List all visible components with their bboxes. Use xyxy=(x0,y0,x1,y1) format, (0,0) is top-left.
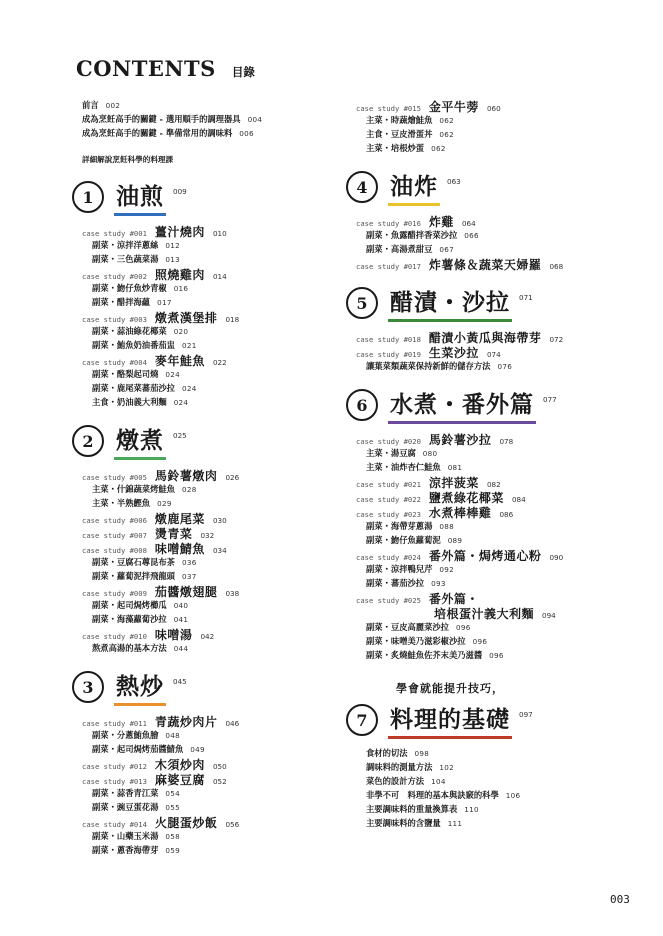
case-study-title: 馬鈴薯燉肉 xyxy=(154,469,218,483)
case-study-number: case study #005 xyxy=(82,473,147,482)
toc-entry[interactable] xyxy=(82,324,352,338)
entry-title: 熬煮高湯的基本方法 xyxy=(92,643,167,653)
entry-page: 046 xyxy=(225,719,240,728)
toc-entry[interactable] xyxy=(82,496,352,510)
entry-title: 副菜・高湯煮甜豆 xyxy=(366,244,433,254)
entry-page: 088 xyxy=(439,522,455,531)
case-study-title: 木須炒肉 xyxy=(154,758,205,772)
case-study-number: case study #012 xyxy=(82,762,147,771)
case-study-number: case study #011 xyxy=(82,719,147,728)
chapter-heading[interactable] xyxy=(82,667,352,707)
chapter-1 xyxy=(82,177,352,409)
toc-entry[interactable] xyxy=(356,460,646,474)
toc-entry[interactable] xyxy=(356,228,646,242)
case-study-number: case study #020 xyxy=(356,437,421,446)
entry-page: 004 xyxy=(247,115,263,124)
entry-page: 068 xyxy=(549,262,564,271)
case-study-title: 馬鈴薯沙拉 xyxy=(428,433,492,447)
entry-page: 058 xyxy=(165,832,181,841)
case-study-entry[interactable] xyxy=(356,431,646,446)
case-study-entry[interactable] xyxy=(356,504,646,519)
entry-title: 副菜・酪梨起司燒 xyxy=(92,369,159,379)
entry-title: 副菜・魩仔魚炒青椒 xyxy=(92,283,167,293)
entry-title: 副菜・蕃茄沙拉 xyxy=(366,578,425,588)
case-study-entry[interactable] xyxy=(82,540,352,555)
entry-page: 013 xyxy=(165,255,181,264)
entry-page: 040 xyxy=(173,601,189,610)
entry-page: 089 xyxy=(447,536,463,545)
entry-title: 副菜・蒜香青江菜 xyxy=(92,788,159,798)
entry-page: 102 xyxy=(439,763,455,772)
toc-entry[interactable] xyxy=(82,843,352,857)
entry-title: 主食・奶油義大利麵 xyxy=(92,397,167,407)
entry-title: 副菜・山藥玉米湯 xyxy=(92,831,159,841)
chapter-heading[interactable] xyxy=(82,421,352,461)
case-study-title: 涼拌菠菜 xyxy=(428,476,479,490)
toc-entry[interactable] xyxy=(82,786,352,800)
page-number: 003 xyxy=(610,893,630,906)
entry-title: 副菜・魚露醋拌香菜沙拉 xyxy=(366,230,458,240)
case-study-title: 火腿蛋炒飯 xyxy=(154,816,218,830)
case-study-title: 炸雞 xyxy=(428,215,454,229)
case-study-title: 水煮棒棒雞 xyxy=(428,506,492,520)
case-study-entry[interactable] xyxy=(82,352,352,367)
entry-page: 052 xyxy=(212,777,227,786)
entry-title: 副菜・海帶芽蔥湯 xyxy=(366,521,433,531)
entry-page: 062 xyxy=(439,130,455,139)
entry-page: 072 xyxy=(549,335,564,344)
case-study-title: 番外篇・ xyxy=(428,592,479,606)
entry-title: 主菜・時蔬燴鮭魚 xyxy=(366,115,433,125)
entry-page: 054 xyxy=(165,789,181,798)
entry-page: 059 xyxy=(165,846,181,855)
entry-page: 028 xyxy=(181,485,197,494)
entry-page: 042 xyxy=(200,632,215,641)
entry-page: 076 xyxy=(497,362,513,371)
chapter-page: 025 xyxy=(173,431,187,440)
toc-entry[interactable] xyxy=(356,533,646,547)
case-study-title: 燉鹿尾菜 xyxy=(154,512,205,526)
entry-page: 104 xyxy=(431,777,446,786)
case-study-entry[interactable] xyxy=(356,590,646,605)
entry-title: 主要調味料的重量換算表 xyxy=(366,804,458,814)
toc-entry[interactable] xyxy=(356,359,646,373)
entry-page: 006 xyxy=(239,129,254,138)
case-study-title: 生菜沙拉 xyxy=(428,346,479,360)
chapter-number-icon: 1 xyxy=(72,181,104,213)
entry-page: 093 xyxy=(431,579,446,588)
chapter-page: 045 xyxy=(173,677,187,686)
entry-page: 029 xyxy=(157,499,172,508)
toc-entry[interactable] xyxy=(82,612,352,626)
case-study-entry[interactable] xyxy=(356,213,646,228)
entry-title: 副菜・豆皮高麗菜沙拉 xyxy=(366,622,449,632)
case-study-entry[interactable] xyxy=(82,814,352,829)
case-study-number: case study #021 xyxy=(356,480,421,489)
entry-page: 024 xyxy=(181,384,197,393)
entry-page: 022 xyxy=(212,358,227,367)
case-study-entry[interactable] xyxy=(82,583,352,598)
case-study-entry[interactable] xyxy=(356,98,646,113)
toc-entry[interactable] xyxy=(82,281,352,295)
toc-entry[interactable] xyxy=(82,295,352,309)
toc-entry[interactable] xyxy=(356,774,646,788)
entry-page: 084 xyxy=(511,495,526,504)
entry-title: 副菜・海藻蘿蔔沙拉 xyxy=(92,614,167,624)
case-study-number: case study #016 xyxy=(356,219,421,228)
case-study-title: 麻婆豆腐 xyxy=(154,773,205,787)
case-study-number: case study #015 xyxy=(356,104,421,113)
entry-title: 主菜・培根炒蛋 xyxy=(366,143,425,153)
chapter-number-icon: 4 xyxy=(346,171,378,203)
entry-title: 副菜・鹿尾菜蕃茄沙拉 xyxy=(92,383,175,393)
entry-page: 064 xyxy=(461,219,476,228)
chapter-number-icon: 3 xyxy=(72,671,104,703)
case-study-title: 茄醬燉翅腿 xyxy=(154,585,218,599)
entry-title: 副菜・起司焗烤櫛瓜 xyxy=(92,600,167,610)
toc-entry[interactable] xyxy=(82,367,352,381)
toc-entry[interactable] xyxy=(82,126,352,140)
chapter-title: 醋漬・沙拉 xyxy=(388,284,512,322)
toc-entry[interactable] xyxy=(82,98,352,112)
entry-title: 菜色的設計方法 xyxy=(366,776,425,786)
chapter-number-icon: 5 xyxy=(346,287,378,319)
entry-title: 主菜・油炸杏仁鮭魚 xyxy=(366,462,441,472)
entry-page: 086 xyxy=(499,510,514,519)
entry-title: 副菜・炙燒鮭魚佐芥末美乃滋醬 xyxy=(366,650,483,660)
chapter-title: 油煎 xyxy=(114,178,166,216)
entry-page: 041 xyxy=(173,615,189,624)
case-study-entry[interactable] xyxy=(82,756,352,771)
entry-page: 014 xyxy=(212,272,227,281)
entry-page: 094 xyxy=(542,611,556,620)
entry-page: 111 xyxy=(447,819,463,828)
entry-page: 010 xyxy=(212,229,227,238)
entry-page: 049 xyxy=(190,745,205,754)
chapter-heading[interactable] xyxy=(82,177,352,217)
entry-page: 081 xyxy=(447,463,463,472)
entry-page: 017 xyxy=(157,298,172,307)
toc-entry[interactable] xyxy=(82,238,352,252)
toc-entry[interactable] xyxy=(82,800,352,814)
chapter-2 xyxy=(82,421,352,655)
toc-entry[interactable] xyxy=(82,569,352,583)
toc-entry[interactable] xyxy=(82,641,352,655)
chapter-heading[interactable] xyxy=(356,700,646,740)
chapter-page: 071 xyxy=(519,293,533,302)
toc-entry[interactable] xyxy=(356,242,646,256)
entry-page: 062 xyxy=(439,116,455,125)
case-study-title: 鹽煮綠花椰菜 xyxy=(428,491,504,505)
toc-entry[interactable] xyxy=(82,742,352,756)
case-study-entry[interactable] xyxy=(356,344,646,359)
chapter-number-icon: 2 xyxy=(72,425,104,457)
entry-title: 副菜・分蔥鮪魚膾 xyxy=(92,730,159,740)
entry-page: 050 xyxy=(212,762,227,771)
entry-page: 030 xyxy=(212,516,227,525)
right-column xyxy=(356,98,646,830)
entry-page: 074 xyxy=(486,350,501,359)
entry-page: 002 xyxy=(105,101,121,110)
chapter-title: 熱炒 xyxy=(114,668,166,706)
case-study-number: case study #022 xyxy=(356,495,421,504)
entry-title: 副菜・醋拌海蘊 xyxy=(92,297,151,307)
contents-title: CONTENTS xyxy=(76,56,216,81)
case-study-number: case study #019 xyxy=(356,350,421,359)
case-study-title: 味噌鯖魚 xyxy=(154,542,205,556)
chapter-heading[interactable] xyxy=(356,167,646,207)
case-study-entry[interactable] xyxy=(356,474,646,489)
case-study-entry[interactable] xyxy=(82,771,352,786)
case-study-title: 燉煮漢堡排 xyxy=(154,311,218,325)
case-study-number: case study #017 xyxy=(356,262,421,271)
entry-page: 056 xyxy=(225,820,240,829)
toc-entry[interactable] xyxy=(82,555,352,569)
case-study-entry[interactable] xyxy=(82,467,352,482)
case-study-title: 培根蛋汁義大利麵 xyxy=(434,607,535,621)
case-study-title: 炸薯條＆蔬菜天婦羅 xyxy=(428,258,542,272)
contents-title-zh: 目錄 xyxy=(231,65,255,79)
chapter-title: 油炸 xyxy=(388,168,440,206)
toc-entry[interactable] xyxy=(82,728,352,742)
case-study-number: case study #024 xyxy=(356,553,421,562)
case-study-entry[interactable] xyxy=(82,266,352,281)
entry-title: 主菜・湯豆腐 xyxy=(366,448,416,458)
case-study-entry[interactable] xyxy=(82,309,352,324)
chapter-heading[interactable] xyxy=(356,385,646,425)
chapter-page: 077 xyxy=(543,395,557,404)
case-study-number: case study #002 xyxy=(82,272,147,281)
chapter-5 xyxy=(356,283,646,373)
entry-title: 調味料的測量方法 xyxy=(366,762,433,772)
case-study-title: 青蔬炒肉片 xyxy=(154,715,218,729)
entry-title: 副菜・涼拌鴨兒芹 xyxy=(366,564,433,574)
entry-title: 成為烹飪高手的關鍵 - 選用順手的調理器具 xyxy=(82,114,241,124)
entry-title: 食材的切法 xyxy=(366,748,408,758)
toc-entry[interactable] xyxy=(356,760,646,774)
entry-page: 034 xyxy=(212,546,227,555)
chapter-title: 燉煮 xyxy=(114,422,166,460)
chapter-3 xyxy=(82,667,352,857)
chapter-title: 料理的基礎 xyxy=(388,701,512,739)
case-study-entry[interactable] xyxy=(356,256,646,271)
entry-title: 主食・豆皮滑蛋丼 xyxy=(366,129,433,139)
entry-title: 副菜・魩仔魚蘿蔔泥 xyxy=(366,535,441,545)
entry-page: 096 xyxy=(455,623,471,632)
chapter-number-icon: 6 xyxy=(346,389,378,421)
toc-entry[interactable] xyxy=(82,338,352,352)
case-study-entry[interactable] xyxy=(356,329,646,344)
entry-title: 副菜・鮪魚奶油番茄盅 xyxy=(92,340,175,350)
case-study-title: 麥年鮭魚 xyxy=(154,354,205,368)
toc-entry[interactable] xyxy=(356,113,646,127)
case-study-title: 薑汁燒肉 xyxy=(154,225,205,239)
case-study-entry[interactable] xyxy=(82,510,352,525)
section-label: 詳細解說烹飪科學的料理課 xyxy=(82,155,174,164)
entry-title: 讓葉菜類蔬菜保持新鮮的儲存方法 xyxy=(366,361,491,371)
entry-page: 024 xyxy=(165,370,181,379)
toc-entry[interactable] xyxy=(356,634,646,648)
entry-page: 098 xyxy=(414,749,430,758)
entry-page: 012 xyxy=(165,241,181,250)
case-study-number: case study #018 xyxy=(356,335,421,344)
case-study-number: case study #007 xyxy=(82,531,147,540)
entry-page: 082 xyxy=(486,480,501,489)
entry-title: 主要調味料的含鹽量 xyxy=(366,818,441,828)
toc-entry[interactable] xyxy=(82,598,352,612)
entry-page: 060 xyxy=(486,104,501,113)
chapter-number-icon: 7 xyxy=(346,704,378,736)
entry-title: 副菜・豆腐石蓴昆布茶 xyxy=(92,557,175,567)
entry-title: 副菜・三色蔬菜湯 xyxy=(92,254,159,264)
entry-page: 021 xyxy=(181,341,197,350)
toc-entry[interactable] xyxy=(356,816,646,830)
toc-entry[interactable] xyxy=(356,746,646,760)
case-study-number: case study #025 xyxy=(356,596,421,605)
entry-title: 副菜・味噌美乃滋彩椒沙拉 xyxy=(366,636,466,646)
entry-title: 副菜・起司焗烤茄醬鯖魚 xyxy=(92,744,184,754)
case-study-number: case study #003 xyxy=(82,315,147,324)
entry-page: 080 xyxy=(422,449,438,458)
chapter-4 xyxy=(356,167,646,271)
entry-title: 成為烹飪高手的關鍵 - 準備常用的調味料 xyxy=(82,128,233,138)
case-study-title: 醋漬小黃瓜與海帶芽 xyxy=(428,331,542,345)
entry-page: 055 xyxy=(165,803,181,812)
entry-title: 副菜・蒜油綠花椰菜 xyxy=(92,326,167,336)
toc-entry[interactable] xyxy=(82,395,352,409)
toc-entry[interactable] xyxy=(82,252,352,266)
chapter-title: 水煮・番外篇 xyxy=(388,386,536,424)
toc-entry[interactable] xyxy=(82,482,352,496)
case-study-number: case study #004 xyxy=(82,358,147,367)
entry-page: 038 xyxy=(225,589,240,598)
toc-entry[interactable] xyxy=(356,788,646,802)
entry-page: 024 xyxy=(173,398,189,407)
entry-title: 副菜・蘿蔔泥拌飛龍頭 xyxy=(92,571,175,581)
case-study-title: 味噌湯 xyxy=(154,628,193,642)
case-study-entry[interactable] xyxy=(82,713,352,728)
toc-entry[interactable] xyxy=(356,802,646,816)
entry-page: 078 xyxy=(499,437,514,446)
entry-page: 096 xyxy=(489,651,504,660)
entry-page: 032 xyxy=(200,531,215,540)
entry-title: 副菜・涼拌洋蔥絲 xyxy=(92,240,159,250)
toc-entry[interactable] xyxy=(356,562,646,576)
toc-entry[interactable] xyxy=(82,829,352,843)
case-study-entry[interactable] xyxy=(356,605,646,620)
entry-page: 096 xyxy=(472,637,488,646)
entry-title: 副菜・蔥香海帶芽 xyxy=(92,845,159,855)
chapter-7-subtitle: 學會就能提升技巧， xyxy=(396,682,504,695)
case-study-entry[interactable] xyxy=(82,525,352,540)
case-study-number: case study #009 xyxy=(82,589,147,598)
entry-page: 092 xyxy=(439,565,455,574)
case-study-number: case study #001 xyxy=(82,229,147,238)
entry-page: 016 xyxy=(173,284,189,293)
entry-page: 044 xyxy=(173,644,189,653)
entry-page: 062 xyxy=(431,144,446,153)
entry-page: 048 xyxy=(165,731,181,740)
toc-entry[interactable] xyxy=(356,141,646,155)
chapter-3-continued xyxy=(356,98,646,155)
entry-title: 副菜・豌豆蛋花湯 xyxy=(92,802,159,812)
chapter-page: 063 xyxy=(447,177,461,186)
entry-page: 090 xyxy=(549,553,564,562)
toc-entry[interactable] xyxy=(356,576,646,590)
case-study-number: case study #008 xyxy=(82,546,147,555)
case-study-title: 番外篇・焗烤通心粉 xyxy=(428,549,542,563)
chapter-page: 097 xyxy=(519,710,533,719)
entry-page: 018 xyxy=(225,315,240,324)
intro-list xyxy=(82,98,352,140)
case-study-title: 金平牛蒡 xyxy=(428,100,479,114)
left-column xyxy=(82,98,352,857)
toc-entry[interactable] xyxy=(356,519,646,533)
chapter-7 xyxy=(356,680,646,830)
toc-entry[interactable] xyxy=(82,381,352,395)
case-study-entry[interactable] xyxy=(356,547,646,562)
chapter-heading[interactable] xyxy=(356,283,646,323)
case-study-title: 照燒雞肉 xyxy=(154,268,205,282)
entry-title: 主菜・什錦蔬菜烤鮭魚 xyxy=(92,484,175,494)
entry-title: 主菜・半熟鰹魚 xyxy=(92,498,151,508)
case-study-number: case study #023 xyxy=(356,510,421,519)
chapter-page: 009 xyxy=(173,187,187,196)
toc-entry[interactable] xyxy=(356,127,646,141)
entry-page: 037 xyxy=(181,572,197,581)
toc-entry[interactable] xyxy=(356,620,646,634)
entry-title: 前言 xyxy=(82,100,99,110)
case-study-number: case study #014 xyxy=(82,820,147,829)
toc-entry[interactable] xyxy=(356,446,646,460)
case-study-title: 燙青菜 xyxy=(154,527,193,541)
case-study-entry[interactable] xyxy=(82,626,352,641)
entry-page: 020 xyxy=(173,327,189,336)
entry-page: 036 xyxy=(181,558,197,567)
entry-page: 066 xyxy=(464,231,479,240)
entry-page: 106 xyxy=(505,791,521,800)
page-header xyxy=(76,56,255,81)
case-study-number: case study #010 xyxy=(82,632,147,641)
chapter-6 xyxy=(356,385,646,662)
toc-entry[interactable] xyxy=(82,112,352,126)
case-study-entry[interactable] xyxy=(356,489,646,504)
entry-page: 110 xyxy=(464,805,479,814)
entry-title: 非學不可 料理的基本與訣竅的科學 xyxy=(366,790,499,800)
case-study-number: case study #013 xyxy=(82,777,147,786)
toc-entry[interactable] xyxy=(356,648,646,662)
case-study-number: case study #006 xyxy=(82,516,147,525)
entry-page: 026 xyxy=(225,473,240,482)
entry-page: 067 xyxy=(439,245,455,254)
case-study-entry[interactable] xyxy=(82,223,352,238)
